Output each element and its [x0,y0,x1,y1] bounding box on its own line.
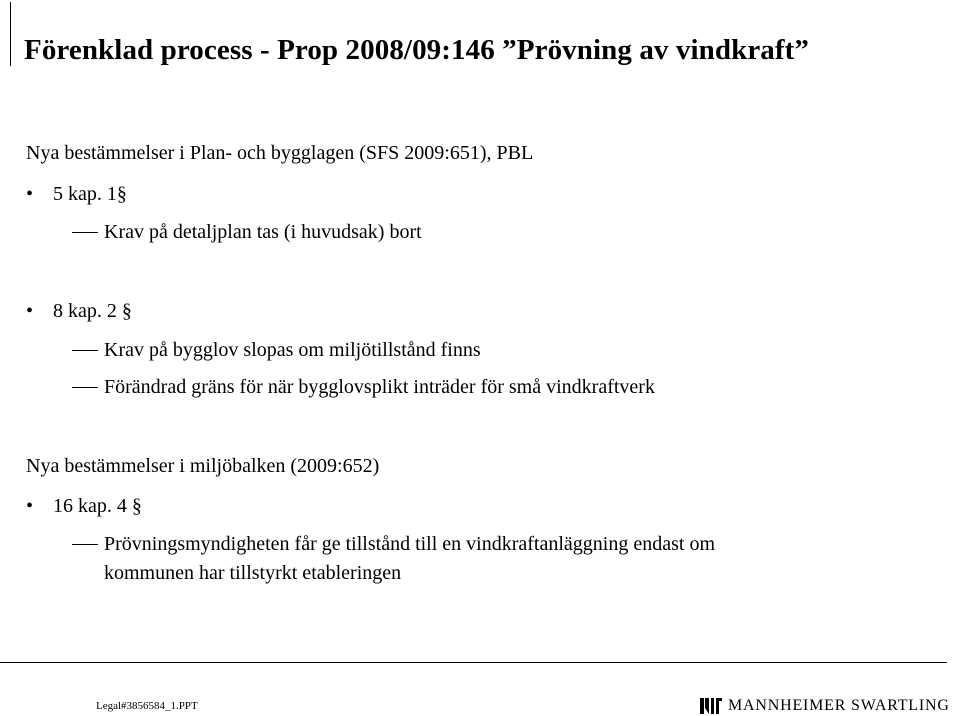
bullet-dot-icon: • [26,495,34,517]
sub-item-text-line2: kommunen har tillstyrkt etableringen [104,562,402,584]
dash-icon [72,232,98,233]
bullet-label: 5 kap. 1§ [53,183,127,205]
section2-heading: Nya bestämmelser i miljöbalken (2009:652) [26,455,380,477]
bullet-label: 16 kap. 4 § [53,495,142,517]
left-vertical-rule [10,2,11,66]
sub-item-text-line1: Prövningsmyndigheten får ge tillstånd till en vindkraftanläggning endast om [104,533,715,555]
dash-icon [72,387,98,388]
section1-heading: Nya bestämmelser i Plan- och bygglagen (SFS 2009:651), PBL [26,142,534,164]
bullet-dot-icon: • [26,300,34,322]
sub-item-text: Krav på bygglov slopas om miljötillstånd finns [104,339,481,361]
brand-name: MANNHEIMER SWARTLING [728,697,950,714]
dash-icon [72,544,98,545]
bullet-8-kap-2 [26,300,132,323]
mannheimer-swartling-logo-icon [700,698,722,714]
sub-item-text: Krav på detaljplan tas (i huvudsak) bort [104,221,422,243]
bullet-16-kap-4 [26,495,142,518]
bullet-5-kap-1 [26,183,127,206]
sub-item-text: Förändrad gräns för när bygglovsplikt inträder för små vindkraftverk [104,376,655,398]
bullet-label: 8 kap. 2 § [53,300,132,322]
document-reference: Legal#3856584_1.PPT [96,700,198,712]
bullet-dot-icon: • [26,183,34,205]
footer-divider [0,662,947,663]
dash-icon [72,350,98,351]
slide-title: Förenklad process - Prop 2008/09:146 ”Prövning av vindkraft” [24,34,810,66]
brand-logo [700,696,950,716]
